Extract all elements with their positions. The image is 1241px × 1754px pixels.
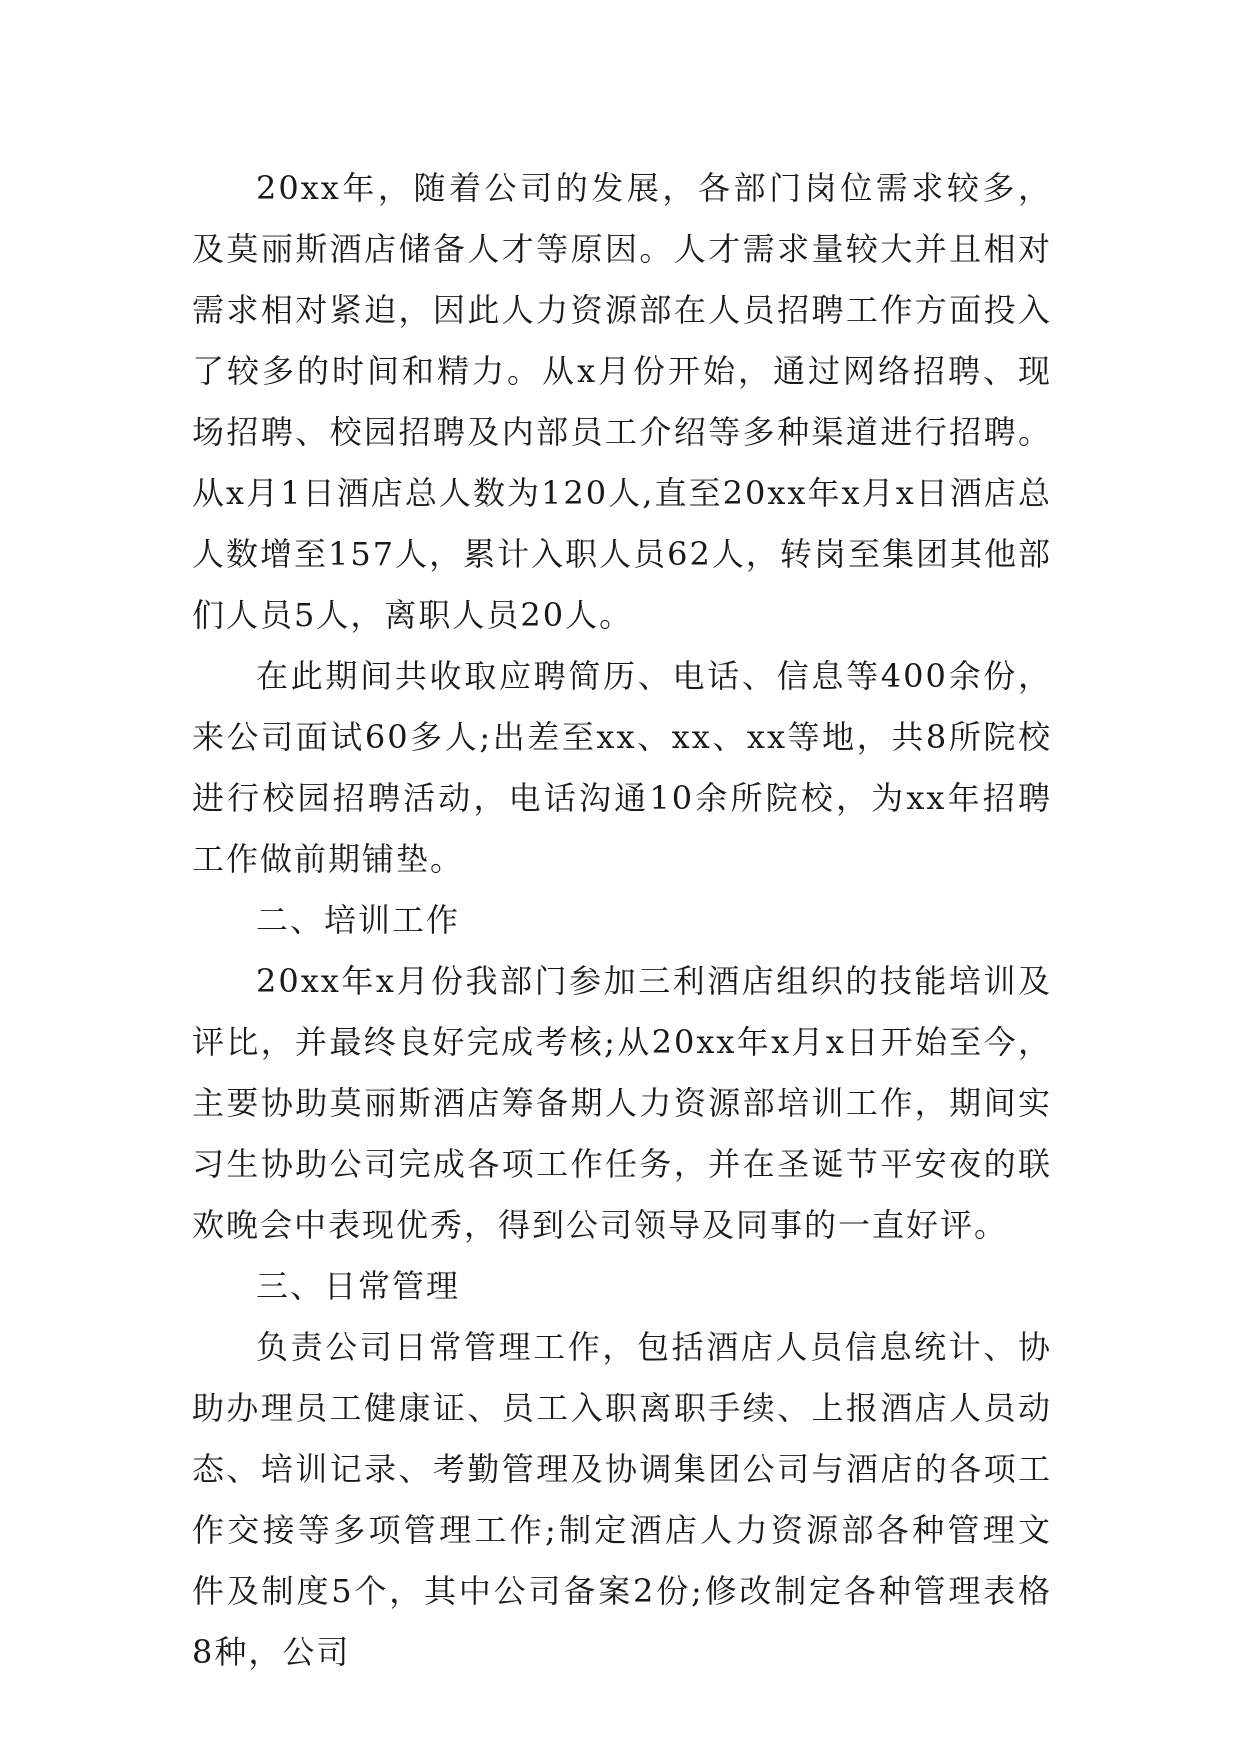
paragraph-recruitment-details: 在此期间共收取应聘简历、电话、信息等400余份，来公司面试60多人;出差至xx、xx、xx等地，共8所院校进行校园招聘活动，电话沟通10余所院校，为xx年招聘工作做前期铺垫。 [192,657,1052,878]
paragraph-recruitment-summary: 20xx年，随着公司的发展，各部门岗位需求较多，及莫丽斯酒店储备人才等原因。人才需求量较大并且相对需求相对紧迫，因此人力资源部在人员招聘工作方面投入了较多的时间和精力。从x月份开始，通过网络招聘、现场招聘、校园招聘及内部员工介绍等多种渠道进行招聘。从x月1日酒店总人数为120人,直至20xx年x月x日酒店总人数增至157人，累计入职人员62人，转岗至集团其他部们人员5人，离职人员20人。 [192,169,1052,634]
section-heading-daily-management: 三、日常管理 [256,1267,461,1305]
document-body [192,158,1052,1683]
paragraph-daily-management: 负责公司日常管理工作，包括酒店人员信息统计、协助办理员工健康证、员工入职离职手续、上报酒店人员动态、培训记录、考勤管理及协调集团公司与酒店的各项工作交接等多项管理工作;制定酒店人力资源部各种管理文件及制度5个，其中公司备案2份;修改制定各种管理表格8种，公司 [192,1328,1052,1671]
section-heading-training: 二、培训工作 [256,901,461,939]
paragraph-training: 20xx年x月份我部门参加三利酒店组织的技能培训及评比，并最终良好完成考核;从20xx年x月x日开始至今，主要协助莫丽斯酒店筹备期人力资源部培训工作，期间实习生协助公司完成各项工作任务，并在圣诞节平安夜的联欢晚会中表现优秀，得到公司领导及同事的一直好评。 [192,962,1052,1244]
